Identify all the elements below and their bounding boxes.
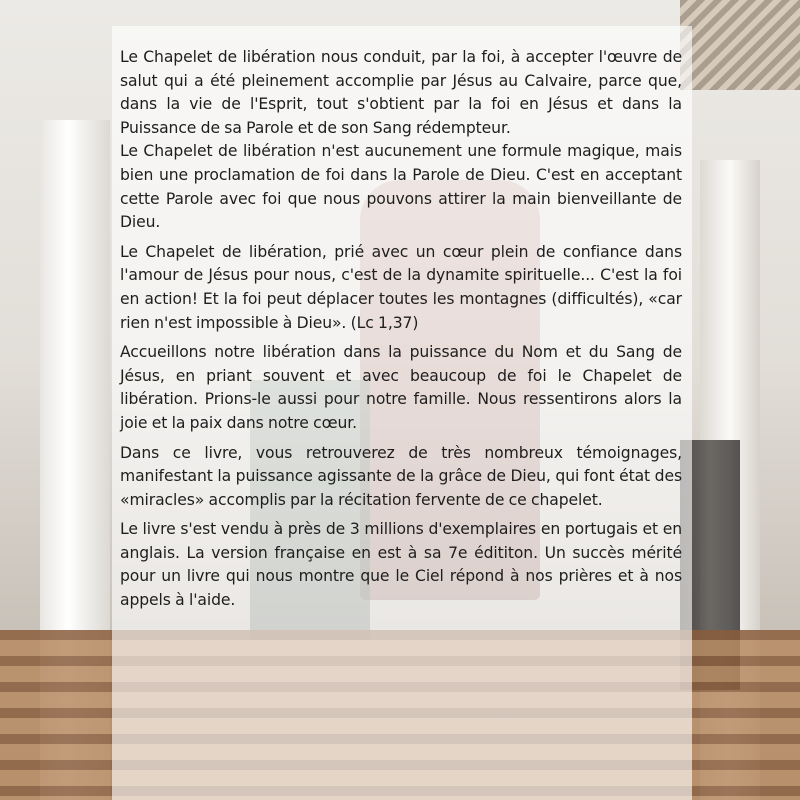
paragraph-3: Le Chapelet de libération, prié avec un cœur plein de confiance dans l'amour de Jésus pour nous, c'est de la dynamite spirituelle... C'est la foi en action! Et la foi peut déplacer toutes les montagnes (difficultés), «car rien n'est impossible à Dieu». (Lc 1,37): [120, 242, 682, 332]
blurb-text: [120, 46, 682, 613]
paragraph-2: Le Chapelet de libération n'est aucunement une formule magique, mais bien une proclamation de foi dans la Parole de Dieu. C'est en acceptant cette Parole avec foi que nous pouvons attirer la main bienveillante de Dieu.: [120, 142, 682, 232]
ceiling-ornament: [680, 0, 800, 90]
text-panel: [112, 26, 692, 800]
paragraph-6: Le livre s'est vendu à près de 3 millions d'exemplaires en portugais et en anglais. La version française en est à sa 7e édititon. Un succès mérité pour un livre qui nous montre que le Ciel répond à nos prières et à nos appels à l'aide.: [120, 520, 682, 610]
paragraph-4: Accueillons notre libération dans la puissance du Nom et du Sang de Jésus, en priant souvent et avec beaucoup de foi le Chapelet de libération. Prions-le aussi pour notre famille. Nous ressentirons alors la joie et la paix dans notre cœur.: [120, 343, 682, 432]
paragraph-5: Dans ce livre, vous retrouverez de très nombreux témoignages, manifestant la puissance agissante de la grâce de Dieu, qui font état des «miracles» accomplis par la récitation fervente de ce chapelet.: [120, 443, 682, 509]
paragraph-1: Le Chapelet de libération nous conduit, par la foi, à accepter l'œuvre de salut qui a été pleinement accomplie par Jésus au Calvaire, parce que, dans la vie de l'Esprit, tout s'obtient par la foi en Jésus et dans la Puissance de sa Parole et de son Sang rédempteur.: [120, 48, 682, 137]
